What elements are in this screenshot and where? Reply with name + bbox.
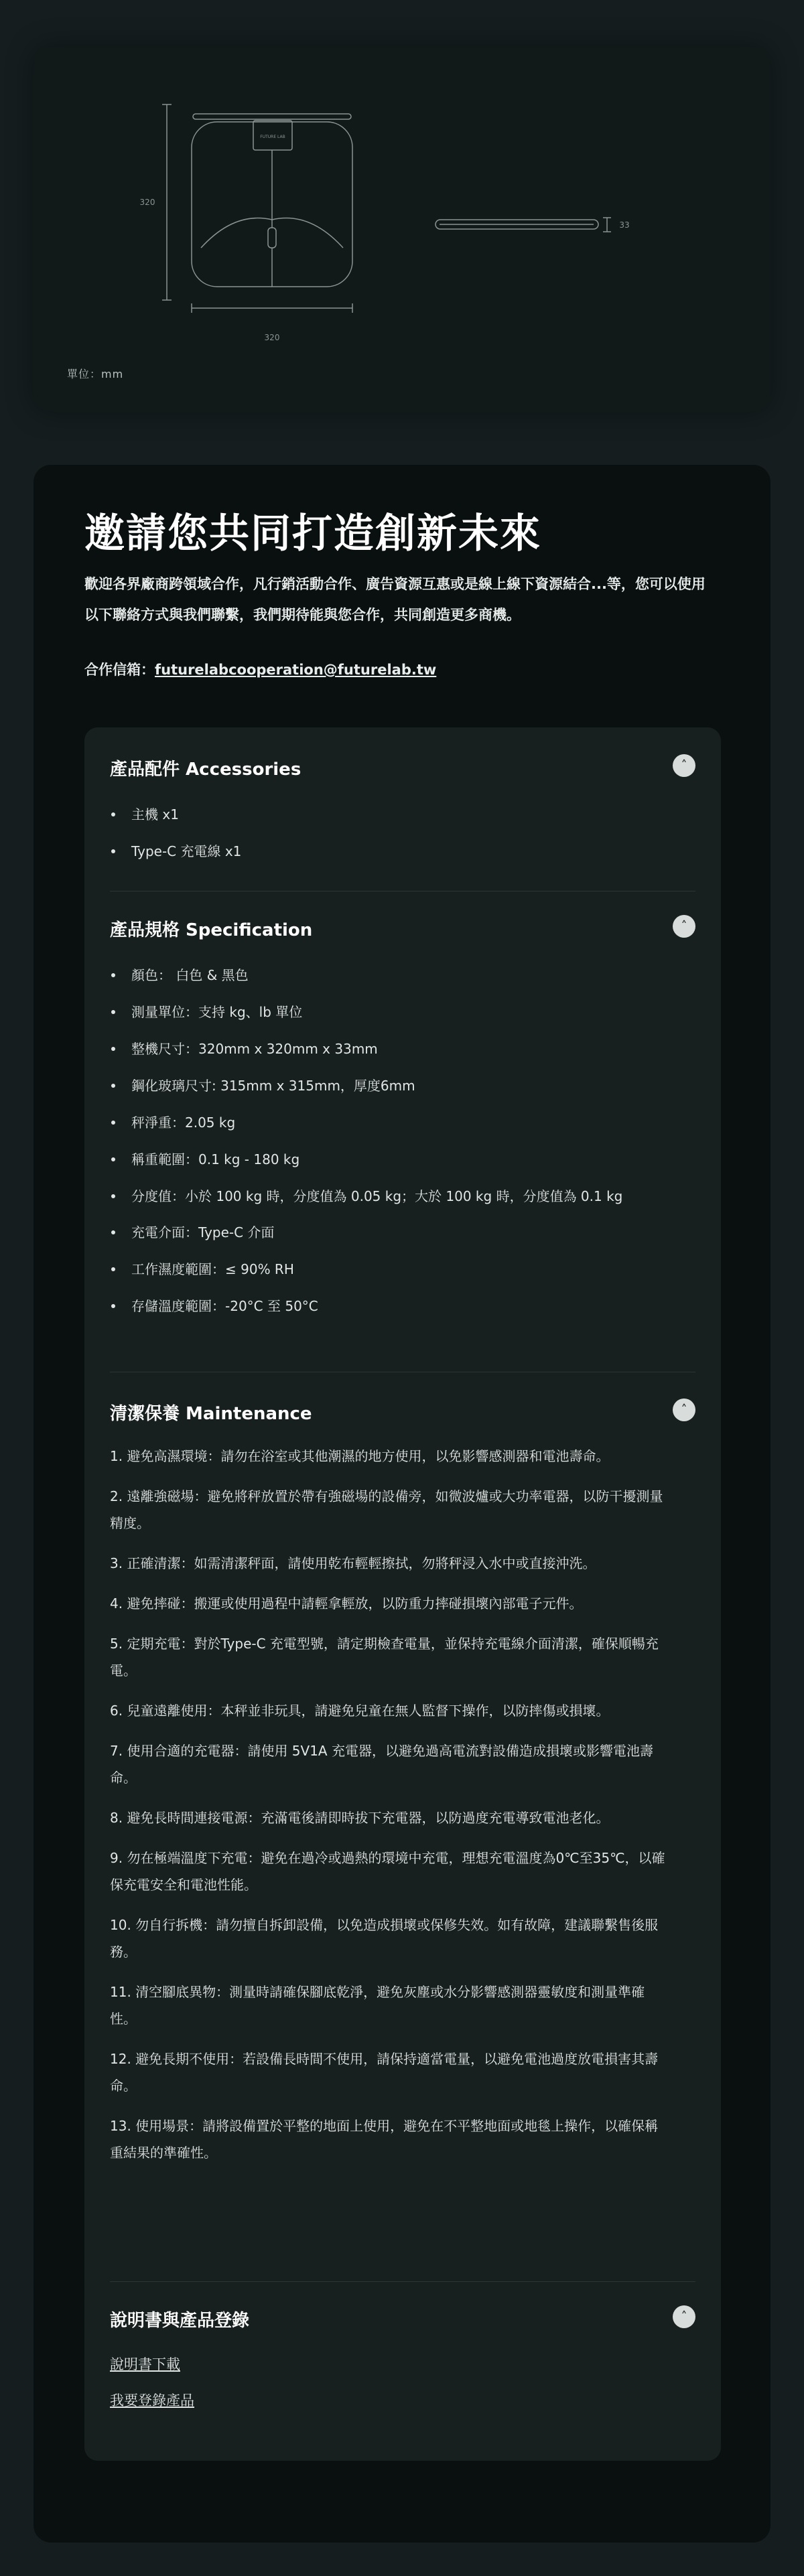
- chevron-up-icon[interactable]: ˄: [673, 915, 695, 938]
- cooperation-card: [34, 465, 770, 2543]
- dim-height-label: 320: [139, 198, 155, 207]
- contact-label: 合作信箱：: [84, 662, 155, 678]
- list-item: 5. 定期充電：對於Type-C 充電型號，請定期檢查電量，並保持充電線介面清潔，確保順暢充電。: [110, 1636, 659, 1678]
- list-item: 整機尺寸：320mm x 320mm x 33mm: [110, 1035, 659, 1072]
- dim-width-label: 320: [264, 333, 280, 342]
- product-registration-link[interactable]: 我要登錄產品: [110, 2392, 194, 2409]
- list-item: 秤淨重：2.05 kg: [110, 1109, 659, 1146]
- list-item: 存儲溫度範圍：-20°C 至 50°C: [110, 1293, 659, 1330]
- maintenance-list: [110, 1443, 666, 2179]
- list-item: 10. 勿自行拆機：請勿擅自拆卸設備，以免造成損壞或保修失效。如有故障，建議聯繫售後服務。: [110, 1917, 659, 1960]
- maintenance-title[interactable]: 清潔保養 Maintenance: [110, 1404, 312, 1424]
- list-item: 分度值：小於 100 kg 時，分度值為 0.05 kg；大於 100 kg 時，分度值為 0.1 kg: [110, 1183, 659, 1219]
- list-item: 3. 正確清潔：如需清潔秤面，請使用乾布輕輕擦拭，勿將秤浸入水中或直接沖洗。: [110, 1555, 596, 1571]
- list-item: 2. 遠離強磁場：避免將秤放置於帶有強磁場的設備旁，如微波爐或大功率電器，以防干擾測量精度。: [110, 1488, 663, 1531]
- list-item: 4. 避免摔碰：搬運或使用過程中請輕拿輕放，以防重力摔碰損壞內部電子元件。: [110, 1595, 583, 1612]
- intro-text: 歡迎各界廠商跨領域合作，凡行銷活動合作、廣告資源互惠或是線上線下資源結合...等，您可以使用以下聯絡方式與我們聯繫，我們期待能與您合作，共同創造更多商機。: [84, 576, 706, 623]
- list-item: 測量單位：支持 kg、lb 單位: [110, 999, 659, 1035]
- list-item: 工作濕度範圍：≤ 90% RH: [110, 1256, 659, 1293]
- list-item: 6. 兒童遠離使用：本秤並非玩具，請避免兒童在無人監督下操作，以防摔傷或損壞。: [110, 1703, 610, 1719]
- specification-title[interactable]: 產品規格 Specification: [110, 920, 313, 940]
- chevron-up-icon[interactable]: ˄: [673, 754, 695, 777]
- list-item: 稱重範圍：0.1 kg - 180 kg: [110, 1146, 659, 1183]
- accessories-list: [110, 801, 659, 875]
- divider: [110, 2281, 695, 2282]
- chevron-up-icon[interactable]: ˄: [673, 1399, 695, 1421]
- list-item: 顏色： 白色 & 黑色: [110, 962, 659, 999]
- list-item: 12. 避免長期不使用：若設備長時間不使用，請保持適當電量，以避免電池過度放電損害其壽命。: [110, 2051, 659, 2094]
- list-item: 9. 勿在極端溫度下充電：避免在過冷或過熱的環境中充電，理想充電溫度為0℃至35℃，以確保充電安全和電池性能。: [110, 1850, 665, 1893]
- manual-download-link[interactable]: 說明書下載: [110, 2356, 180, 2372]
- page-title: 邀請您共同打造創新未來: [84, 510, 541, 557]
- accordion-panel: [84, 727, 721, 2461]
- accessories-title[interactable]: 產品配件 Accessories: [110, 760, 302, 780]
- chevron-up-icon[interactable]: ˄: [673, 2305, 695, 2328]
- specification-list: [110, 962, 659, 1330]
- list-item: 8. 避免長時間連接電源：充滿電後請即時拔下充電器，以防過度充電導致電池老化。: [110, 1810, 610, 1826]
- list-item: 1. 避免高濕環境：請勿在浴室或其他潮濕的地方使用，以免影響感測器和電池壽命。: [110, 1448, 610, 1464]
- contact-line: [84, 659, 436, 679]
- list-item: 7. 使用合適的充電器：請使用 5V1A 充電器，以避免過高電流對設備造成損壞或影響電池壽命。: [110, 1743, 653, 1786]
- dim-thickness-label: 33: [619, 220, 630, 230]
- scale-dimension-drawing: [34, 47, 770, 412]
- manual-title[interactable]: 說明書與產品登錄: [110, 2311, 250, 2331]
- list-item: 充電介面：Type-C 介面: [110, 1219, 659, 1256]
- unit-note: 單位：mm: [67, 368, 124, 380]
- list-item: 鋼化玻璃尺寸: 315mm x 315mm，厚度6mm: [110, 1072, 659, 1109]
- scale-logo: FUTURE LAB: [260, 135, 285, 139]
- list-item: 主機 x1: [110, 801, 659, 838]
- list-item: 11. 清空腳底異物：測量時請確保腳底乾淨，避免灰塵或水分影響感測器靈敏度和測量準確性。: [110, 1984, 645, 2027]
- list-item: 13. 使用場景：請將設備置於平整的地面上使用，避免在不平整地面或地毯上操作，以確保稱重結果的準確性。: [110, 2118, 659, 2161]
- contact-email-link[interactable]: futurelabcooperation@futurelab.tw: [155, 662, 437, 678]
- dimension-card: [34, 47, 770, 412]
- list-item: Type-C 充電線 x1: [110, 838, 659, 875]
